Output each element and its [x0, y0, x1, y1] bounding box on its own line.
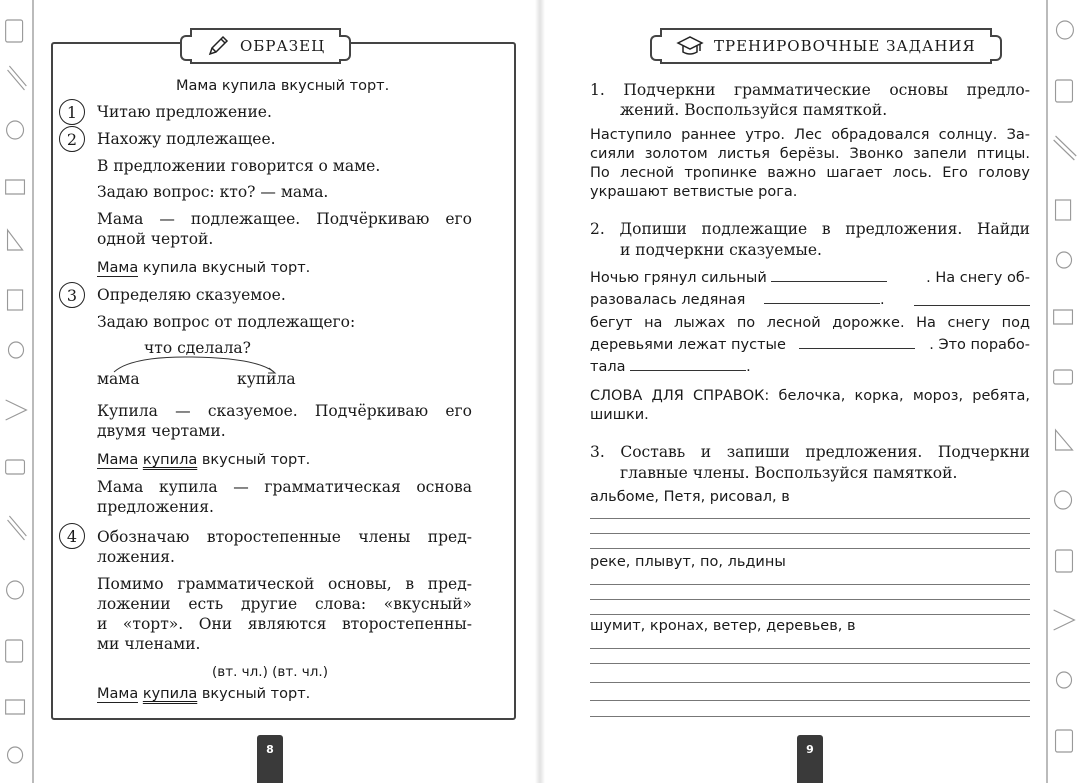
writing-line[interactable]	[590, 533, 1030, 534]
writing-line[interactable]	[590, 716, 1030, 717]
paragraph-line: Задаю вопрос от подлежащего:	[97, 313, 356, 331]
reference-words: шишки.	[590, 407, 649, 423]
writing-line[interactable]	[590, 548, 1030, 549]
paragraph-line: Помимо грамматической основы, в пред-	[97, 575, 472, 593]
secondary-labels: (вт. чл.) (вт. чл.)	[212, 664, 328, 680]
task2-text: Ночью грянул сильный	[590, 270, 767, 286]
subject-word: Мама	[97, 686, 139, 702]
task2-text: . На снегу об-	[926, 270, 1030, 286]
example-sentence	[97, 450, 310, 470]
step-text: Читаю предложение.	[97, 103, 272, 121]
paragraph-line: Мама — подлежащее. Подчёркиваю его	[97, 210, 472, 228]
subject-word: Мама	[97, 452, 139, 468]
example-sentence	[97, 684, 310, 704]
task2-text: разовалась ледяная	[590, 292, 746, 308]
example-rest: вкусный торт.	[197, 452, 311, 468]
page-number: 9	[797, 735, 823, 783]
paragraph-line: двумя чертами.	[97, 422, 226, 440]
task3-heading: 3. Составь и запиши предложения. Подчеркни	[590, 443, 1030, 461]
paragraph-line: Задаю вопрос: кто? — мама.	[97, 183, 329, 201]
sample-banner	[190, 28, 341, 64]
paragraph-line: ложении есть другие слова: «вкусный»	[97, 595, 472, 613]
step-number: 2	[59, 126, 85, 152]
example-rest: купила вкусный торт.	[138, 260, 311, 276]
training-banner-title: ТРЕНИРОВОЧНЫЕ ЗАДАНИЯ	[714, 37, 976, 55]
task2-text: .	[880, 292, 885, 308]
answer-blank[interactable]	[799, 337, 915, 349]
answer-blank[interactable]	[764, 292, 880, 304]
school-doodles-icon	[1048, 0, 1080, 783]
step-text: ложения.	[97, 548, 175, 566]
word-set: альбоме, Петя, рисовал, в	[590, 489, 790, 505]
writing-line[interactable]	[590, 518, 1030, 519]
paragraph-line: и «торт». Они являются второстепенны-	[97, 615, 472, 633]
task2-heading: 2. Допиши подлежащие в предложения. Найди	[590, 220, 1030, 238]
step-number: 1	[59, 99, 85, 125]
writing-line[interactable]	[590, 682, 1030, 683]
paragraph-line: ми членами.	[97, 635, 201, 653]
task2-heading: и подчеркни сказуемые.	[620, 241, 822, 259]
task1-heading: 1. Подчеркни грамматические основы предло-	[590, 81, 1030, 99]
paragraph-line: Мама купила — грамматическая основа	[97, 478, 472, 496]
step-text: Нахожу подлежащее.	[97, 130, 276, 148]
example-rest: вкусный торт.	[197, 686, 311, 702]
subject-label: мама	[97, 370, 140, 388]
word-set: реке, плывут, по, льдины	[590, 554, 786, 570]
writing-line[interactable]	[590, 614, 1030, 615]
school-doodles-icon	[0, 0, 32, 783]
step-number: 4	[59, 523, 85, 549]
example-sentence	[97, 258, 310, 278]
writing-line[interactable]	[590, 700, 1030, 701]
writing-line[interactable]	[590, 663, 1030, 664]
paragraph-line: Купила — сказуемое. Подчёркиваю его	[97, 402, 472, 420]
book-gutter	[535, 0, 545, 783]
answer-blank[interactable]	[914, 294, 1030, 306]
predicate-label: купила	[237, 370, 296, 388]
task1-text: По лесной тропинке важно шагает лось. Его голову	[590, 165, 1030, 181]
task2-line	[590, 336, 1030, 355]
task3-heading: главные члены. Воспользуйся памяткой.	[620, 464, 958, 482]
writing-line[interactable]	[590, 648, 1030, 649]
task2-line: бегут на лыжах по лесной дорожке. На снегу под	[590, 315, 1030, 331]
left-doodle-strip	[0, 0, 34, 783]
task2-line	[590, 269, 1030, 288]
step-text: Обозначаю второстепенные члены пред-	[97, 528, 472, 546]
task1-text: сияли золотом листья берёзы. Звонко запели птицы.	[590, 146, 1030, 162]
paragraph-line: одной чертой.	[97, 230, 214, 248]
writing-line[interactable]	[590, 584, 1030, 585]
writing-line[interactable]	[590, 599, 1030, 600]
task2-text: .	[746, 359, 751, 375]
answer-blank[interactable]	[771, 270, 887, 282]
task1-text: Наступило раннее утро. Лес обрадовался солнцу. За-	[590, 127, 1030, 143]
sample-sentence: Мама купила вкусный торт.	[176, 78, 390, 94]
training-banner	[660, 28, 992, 64]
task2-text: тала	[590, 359, 626, 375]
page-number: 8	[257, 735, 283, 783]
question-text: что сделала?	[144, 339, 251, 357]
subject-word: Мама	[97, 260, 139, 276]
task2-text: деревьями лежат пустые	[590, 337, 786, 353]
graduation-cap-icon	[676, 34, 704, 58]
step-text: Определяю сказуемое.	[97, 286, 286, 304]
sample-banner-title: ОБРАЗЕЦ	[240, 37, 326, 55]
word-set: шумит, кронах, ветер, деревьев, в	[590, 618, 856, 634]
reference-words: СЛОВА ДЛЯ СПРАВОК: белочка, корка, мороз, ребята,	[590, 388, 1030, 404]
task2-line	[590, 291, 1030, 310]
paragraph-line: предложения.	[97, 498, 214, 516]
predicate-word: купила	[142, 452, 198, 468]
step-number: 3	[59, 282, 85, 308]
task1-text: украшают ветвистые рога.	[590, 184, 798, 200]
predicate-word: купила	[142, 686, 198, 702]
right-doodle-strip	[1046, 0, 1080, 783]
task2-line	[590, 358, 1030, 377]
pen-icon	[206, 34, 230, 58]
task1-heading: жений. Воспользуйся памяткой.	[620, 101, 888, 119]
paragraph-line: В предложении говорится о маме.	[97, 157, 381, 175]
answer-blank[interactable]	[630, 359, 746, 371]
task2-text: . Это порабо-	[929, 337, 1030, 353]
